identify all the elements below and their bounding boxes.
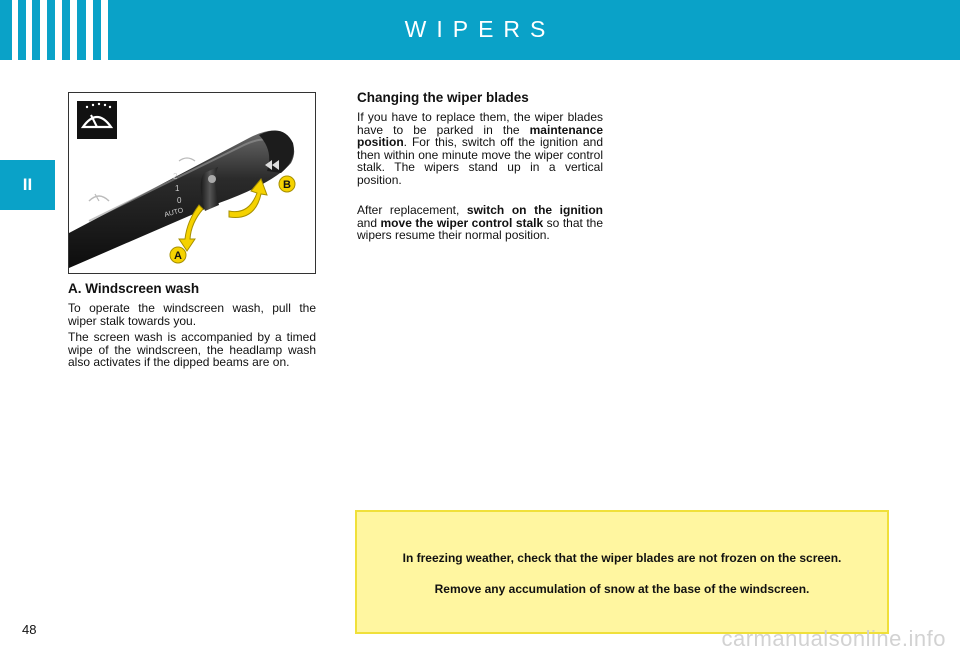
page-title: WIPERS: [404, 16, 556, 42]
stalk-mark-2: 2: [173, 172, 178, 181]
svg-text:B: B: [283, 179, 291, 191]
para2-text: After replacement,: [357, 203, 467, 217]
chapter-tab: II: [0, 160, 55, 210]
page-header: [0, 0, 960, 60]
wiper-stalk-figure: [68, 92, 316, 274]
para1-text-end: . For this, switch off the ignition and then within one minute move the wiper control stalk. The wipers stand up in a vertical position.: [357, 135, 603, 187]
label-b: [279, 176, 295, 192]
windscreen-wash-paragraph-1: To operate the windscreen wash, pull the wiper stalk towards you.: [68, 301, 316, 328]
changing-blades-paragraph-2: [357, 204, 603, 242]
move-stalk-text: move the wiper control stalk: [380, 215, 544, 230]
changing-blades-heading: Changing the wiper blades: [357, 90, 529, 105]
notice-line-2: Remove any accumulation of snow at the base of the windscreen.: [434, 582, 810, 596]
notice-line-1: In freezing weather, check that the wiper blades are not frozen on the screen.: [402, 551, 842, 565]
windscreen-wash-paragraph-2: The screen wash is accompanied by a timed wipe of the windscreen, the headlamp wash also activates if the dipped beams are on.: [68, 330, 316, 370]
wiper-stalk-illustration: [69, 93, 315, 273]
stalk-mark-auto: AUTO: [163, 207, 185, 219]
stalk-mark-0: 0: [177, 196, 182, 205]
para2-text-mid: and: [357, 215, 381, 230]
watermark: carmanualsonline.info: [721, 626, 946, 651]
svg-text:A: A: [174, 250, 182, 262]
switch-on-ignition-text: switch on the ignition: [466, 203, 603, 217]
para2-text-end: so that the wipers resume their normal position.: [357, 215, 604, 243]
changing-blades-paragraph-1: [357, 111, 603, 187]
label-a: [170, 247, 186, 263]
page-number: 48: [22, 622, 37, 637]
para1-text: If you have to replace them, the wiper blades have to be parked in the: [357, 110, 603, 137]
notice-box: [355, 510, 889, 634]
stalk-mark-1: 1: [175, 184, 180, 193]
maintenance-position-text: maintenance position: [357, 122, 603, 150]
windscreen-wash-icon: [77, 101, 117, 139]
windscreen-wash-heading: A. Windscreen wash: [68, 281, 200, 296]
